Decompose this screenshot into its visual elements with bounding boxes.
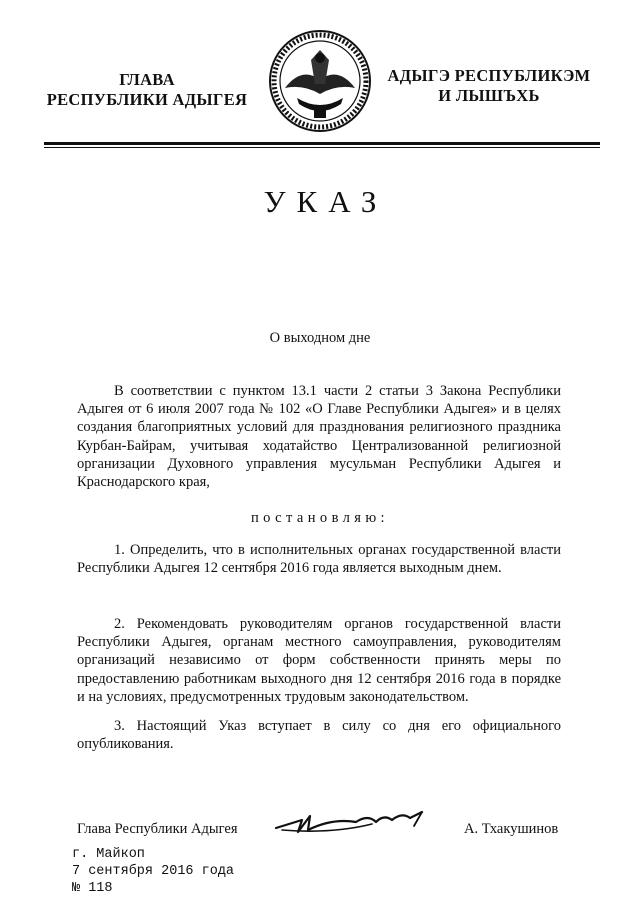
handwritten-signature — [272, 806, 432, 840]
item-1-text: 1. Определить, что в исполнительных органах государственной власти Республики Адыгея 12 сентября 2016 года является выходным днем. — [77, 542, 561, 577]
intro-text: В соответствии с пунктом 13.1 части 2 статьи 3 Закона Республики Адыгея от 6 июля 2007 года № 102 «О Главе Республики Адыгея» и в целях создания благоприятных условий для празднования религиозного праздника Курбан-Байрам, учитывая ходатайство Централизованной религиозной организации Духовного управления мусульман Республики Адыгея и Краснодарского края, — [77, 383, 561, 491]
header-rule-thin — [44, 147, 600, 148]
intro-paragraph — [77, 382, 561, 491]
document-number: № 118 — [72, 881, 113, 896]
issue-city: г. Майкоп — [72, 847, 145, 862]
header-rule-thick — [44, 142, 600, 145]
issuer-line-1: ГЛАВА — [119, 70, 175, 89]
coat-of-arms-emblem — [267, 28, 373, 134]
signatory-name: А. Тхакушинов — [464, 821, 559, 837]
item-3 — [77, 717, 561, 753]
document-subtitle: О выходном дне — [269, 330, 371, 346]
issuer-line-2: РЕСПУБЛИКИ АДЫГЕЯ — [46, 90, 248, 109]
document-metadata — [72, 846, 234, 897]
issuer-line-2: И ЛЫШЪХЬ — [438, 86, 540, 105]
item-2-text: 2. Рекомендовать руководителям органов государственной власти Республики Адыгея, органам местного самоуправления, руководителям организаций независимо от форм собственности принять меры по предоставлению работникам выходного дня 12 сентября 2016 года в порядке и на условиях, предусмотренных трудовым законодательством. — [77, 616, 561, 705]
issuer-title-adyghe — [382, 66, 596, 106]
issuer-title-russian — [38, 70, 256, 110]
item-1 — [77, 541, 561, 577]
signatory-position: Глава Республики Адыгея — [77, 821, 238, 837]
issue-date: 7 сентября 2016 года — [72, 864, 235, 879]
item-3-text: 3. Настоящий Указ вступает в силу со дня его официального опубликования. — [77, 718, 561, 753]
item-2 — [77, 615, 561, 706]
decree-word: постановляю: — [251, 510, 389, 526]
document-title: УКАЗ — [263, 184, 388, 219]
issuer-line-1: АДЫГЭ РЕСПУБЛИКЭМ — [387, 66, 591, 85]
